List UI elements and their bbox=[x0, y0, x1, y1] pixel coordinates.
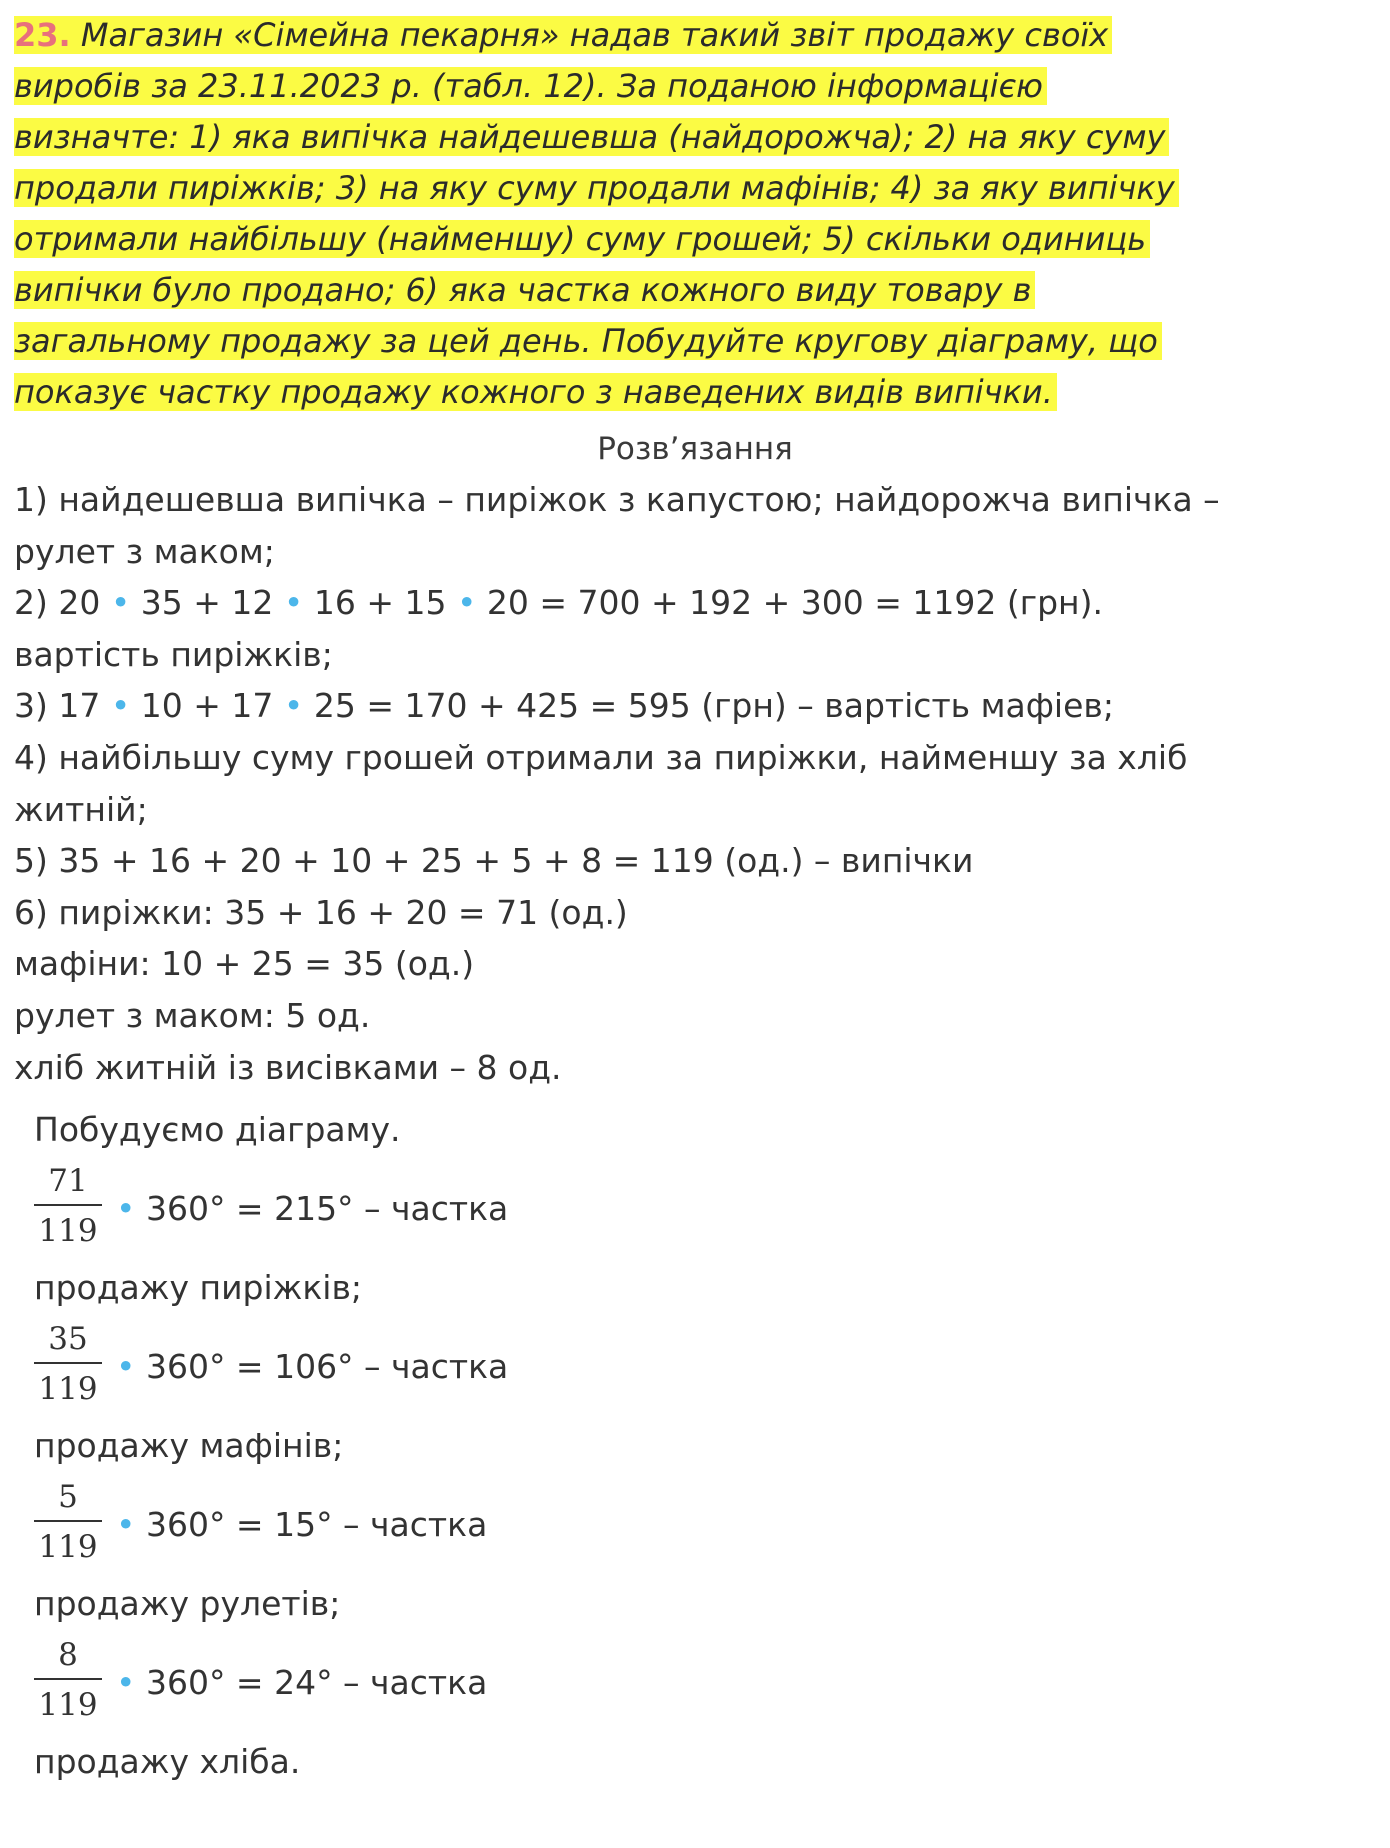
fraction-expression bbox=[116, 1186, 508, 1232]
fraction-row bbox=[34, 1314, 934, 1420]
solution-line: рулет з маком; bbox=[14, 531, 275, 571]
multiply-dot-icon: • bbox=[116, 1663, 136, 1702]
solution-line: хліб житній із висівками – 8 од. bbox=[14, 1047, 562, 1087]
problem-line bbox=[14, 367, 1384, 418]
multiply-dot-icon: • bbox=[116, 1347, 136, 1386]
solution-line: вартість пиріжків; bbox=[14, 634, 333, 674]
problem-line bbox=[14, 265, 1384, 316]
solution-line bbox=[14, 577, 1384, 629]
multiply-dot-icon: • bbox=[116, 1189, 136, 1228]
problem-text: загальному продажу за цей день. Побудуйте кругову діаграму, що bbox=[14, 322, 1162, 360]
fraction-numerator: 8 bbox=[58, 1637, 78, 1673]
problem-statement bbox=[14, 10, 1384, 418]
problem-text: Магазин «Сімейна пекарня» надав такий звіт продажу своїх bbox=[80, 16, 1109, 54]
expr-part: 2) 20 bbox=[14, 583, 111, 623]
multiply-dot-icon: • bbox=[116, 1505, 136, 1544]
solution-line: 6) пиріжки: 35 + 16 + 20 = 71 (од.) bbox=[14, 892, 628, 932]
expr-part: 20 = 700 + 192 + 300 = 1192 (грн). bbox=[476, 583, 1103, 623]
expr-part: 360° = 215° – частка bbox=[135, 1189, 509, 1228]
problem-text: випічки було продано; 6) яка частка кожного виду товару в bbox=[14, 271, 1035, 309]
expr-part: 16 + 15 bbox=[303, 583, 457, 623]
solution-line bbox=[14, 680, 1384, 732]
fraction-row bbox=[34, 1156, 934, 1262]
problem-text: продали пиріжків; 3) на яку суму продали мафінів; 4) за яку випічку bbox=[14, 169, 1179, 207]
fraction-denominator: 119 bbox=[38, 1687, 98, 1723]
problem-text: визначте: 1) яка випічка найдешевша (найдорожча); 2) на яку суму bbox=[14, 118, 1169, 156]
fraction-row bbox=[34, 1472, 934, 1578]
diagram-calculation bbox=[34, 1104, 934, 1788]
expr-part: 360° = 106° – частка bbox=[135, 1347, 509, 1386]
multiply-dot-icon: • bbox=[283, 686, 304, 726]
fraction-caption: продажу хліба. bbox=[34, 1742, 301, 1781]
expr-part: 10 + 17 bbox=[130, 686, 284, 726]
problem-text: показує частку продажу кожного з наведених видів випічки. bbox=[14, 373, 1057, 411]
problem-line bbox=[14, 316, 1384, 367]
fraction-denominator: 119 bbox=[38, 1213, 98, 1249]
solution-line: 4) найбільшу суму грошей отримали за пиріжки, найменшу за хліб bbox=[14, 737, 1188, 777]
solution-line: мафіни: 10 + 25 = 35 (од.) bbox=[14, 944, 475, 984]
fraction-expression bbox=[116, 1344, 508, 1390]
problem-number: 23. bbox=[14, 16, 71, 54]
fraction bbox=[34, 1630, 102, 1728]
multiply-dot-icon: • bbox=[110, 686, 131, 726]
fraction-expression bbox=[116, 1660, 487, 1706]
solution-body bbox=[14, 474, 1384, 1093]
problem-text: виробів за 23.11.2023 р. (табл. 12). За поданою інформацією bbox=[14, 67, 1047, 105]
fraction-bar bbox=[34, 1678, 102, 1680]
fraction bbox=[34, 1314, 102, 1412]
fraction-expression bbox=[116, 1502, 487, 1548]
fraction-denominator: 119 bbox=[38, 1371, 98, 1407]
solution-heading: Розв’язання bbox=[597, 431, 793, 467]
multiply-dot-icon: • bbox=[110, 583, 131, 623]
solution-line: рулет з маком: 5 од. bbox=[14, 995, 371, 1035]
expr-part: 35 + 12 bbox=[130, 583, 284, 623]
fraction-denominator: 119 bbox=[38, 1529, 98, 1565]
fraction-caption: продажу рулетів; bbox=[34, 1584, 341, 1623]
solution-line: 5) 35 + 16 + 20 + 10 + 25 + 5 + 8 = 119 (од.) – випічки bbox=[14, 841, 974, 881]
fraction-numerator: 5 bbox=[58, 1479, 78, 1515]
fraction-numerator: 71 bbox=[48, 1163, 88, 1199]
fraction bbox=[34, 1472, 102, 1570]
fraction-caption: продажу пиріжків; bbox=[34, 1268, 363, 1307]
multiply-dot-icon: • bbox=[456, 583, 477, 623]
solution-line: 1) найдешевша випічка – пиріжок з капустою; найдорожча випічка – bbox=[14, 480, 1220, 519]
problem-line bbox=[14, 112, 1384, 163]
problem-line bbox=[14, 61, 1384, 112]
problem-line bbox=[14, 214, 1384, 265]
fraction-caption: продажу мафінів; bbox=[34, 1426, 344, 1465]
fraction-bar bbox=[34, 1362, 102, 1364]
fraction bbox=[34, 1156, 102, 1254]
diagram-title: Побудуємо діаграму. bbox=[34, 1110, 401, 1149]
solution-line: житній; bbox=[14, 789, 148, 829]
fraction-numerator: 35 bbox=[48, 1321, 88, 1357]
problem-line bbox=[14, 163, 1384, 214]
expr-part: 360° = 15° – частка bbox=[135, 1505, 488, 1544]
expr-part: 25 = 170 + 425 = 595 (грн) – вартість мафіев; bbox=[303, 686, 1114, 726]
fraction-bar bbox=[34, 1520, 102, 1522]
expr-part: 360° = 24° – частка bbox=[135, 1663, 488, 1702]
multiply-dot-icon: • bbox=[283, 583, 304, 623]
problem-line bbox=[14, 10, 1384, 61]
expr-part: 3) 17 bbox=[14, 686, 111, 726]
fraction-bar bbox=[34, 1204, 102, 1206]
fraction-row bbox=[34, 1630, 934, 1736]
problem-text: отримали найбільшу (найменшу) суму грошей; 5) скільки одиниць bbox=[14, 220, 1150, 258]
